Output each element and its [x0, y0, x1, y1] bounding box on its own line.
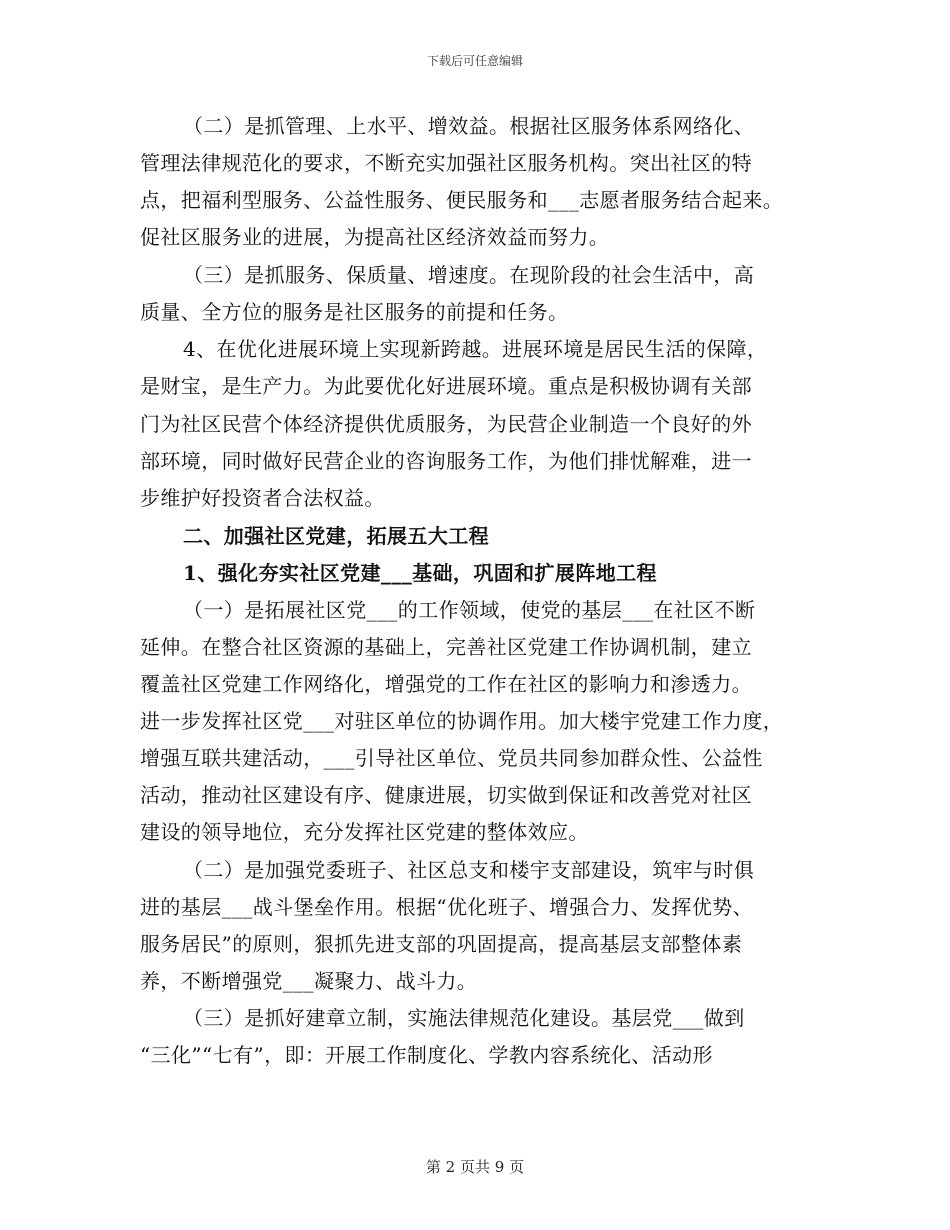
- paragraph-line: （三）是抓服务、保质量、增速度。在现阶段的社会生活中，高: [183, 263, 755, 287]
- paragraph-line: 促社区服务业的进展，为提高社区经济效益而努力。: [140, 225, 610, 249]
- paragraph-line: 延伸。在整合社区资源的基础上，完善社区党建工作协调机制，建立: [140, 635, 752, 659]
- paragraph-line: 养，不断增强党___凝聚力、战斗力。: [140, 969, 478, 993]
- subsection-heading: 1、强化夯实社区党建___基础，巩固和扩展阵地工程: [183, 561, 657, 585]
- paragraph-line: 点，把福利型服务、公益性服务、便民服务和___志愿者服务结合起来。: [140, 188, 784, 212]
- paragraph-line: 覆盖社区党建工作网络化，增强党的工作在社区的影响力和渗透力。: [140, 672, 752, 696]
- paragraph-line: （二）是抓管理、上水平、增效益。根据社区服务体系网络化、: [183, 114, 755, 138]
- paragraph-line: 质量、全方位的服务是社区服务的前提和任务。: [140, 300, 569, 324]
- page-header-note: 下载后可任意编辑: [426, 54, 523, 68]
- paragraph-line: 活动，推动社区建设有序、健康进展，切实做到保证和改善党对社区: [140, 783, 752, 807]
- paragraph-line: 部环境，同时做好民营企业的咨询服务工作，为他们排忧解难，进一: [140, 449, 752, 473]
- paragraph-line: （二）是加强党委班子、社区总支和楼宇支部建设，筑牢与时俱: [183, 858, 755, 882]
- paragraph-line: 是财宝，是生产力。为此要优化好进展环境。重点是积极协调有关部: [140, 374, 752, 398]
- paragraph-line: 增强互联共建活动，___引导社区单位、党员共同参加群众性、公益性: [140, 746, 763, 770]
- paragraph-line: “三化”“七有”，即：开展工作制度化、学教内容系统化、活动形: [140, 1043, 713, 1067]
- paragraph-line: 4、在优化进展环境上实现新跨越。进展环境是居民生活的保障，: [183, 337, 768, 361]
- paragraph-line: （一）是拓展社区党___的工作领域，使党的基层___在社区不断: [183, 598, 756, 622]
- paragraph-line: 服务居民”的原则，狠抓先进支部的巩固提高，提高基层支部整体素: [140, 932, 743, 956]
- paragraph-line: 步维护好投资者合法权益。: [140, 486, 385, 510]
- paragraph-line: 建设的领导地位，充分发挥社区党建的整体效应。: [140, 820, 589, 844]
- paragraph-line: （三）是抓好建章立制，实施法律规范化建设。基层党___做到: [183, 1006, 745, 1030]
- paragraph-line: 管理法律规范化的要求，不断充实加强社区服务机构。突出社区的特: [140, 151, 752, 175]
- page-number-footer: 第 2 页共 9 页: [425, 1158, 525, 1176]
- section-heading: 二、加强社区党建，拓展五大工程: [183, 524, 489, 548]
- paragraph-line: 进的基层___战斗堡垒作用。根据“优化班子、增强合力、发挥优势、: [140, 895, 754, 919]
- paragraph-line: 门为社区民营个体经济提供优质服务，为民营企业制造一个良好的外: [140, 412, 752, 436]
- paragraph-line: 进一步发挥社区党___对驻区单位的协调作用。加大楼宇党建工作力度，: [140, 709, 784, 733]
